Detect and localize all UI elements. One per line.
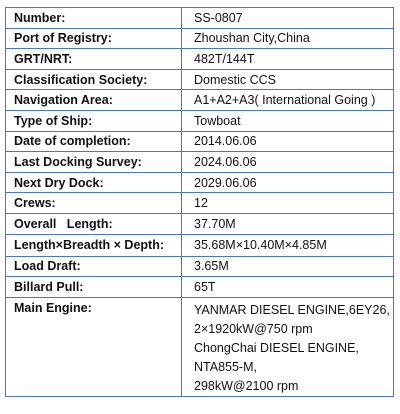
engine-line: ChongChai DIESEL ENGINE,	[194, 340, 359, 355]
spec-value: Zhoushan City,China	[194, 31, 310, 46]
spec-value: 37.70M	[194, 216, 236, 231]
spec-label: Classification Society:	[6, 70, 182, 90]
spec-label: Crews:	[6, 193, 182, 213]
spec-label: Port of Registry:	[6, 29, 182, 49]
spec-value: Domestic CCS	[194, 72, 276, 87]
spec-label: Number:	[6, 8, 182, 28]
spec-label: Type of Ship:	[6, 111, 182, 131]
spec-label: Next Dry Dock:	[6, 173, 182, 193]
spec-row-date-of-completion	[6, 132, 393, 153]
engine-line: 2×1920kW@750 rpm	[194, 321, 313, 336]
spec-value: SS-0807	[194, 10, 243, 25]
spec-label: Last Docking Survey:	[6, 152, 182, 172]
spec-value: 12	[194, 196, 208, 211]
spec-row-crews	[6, 193, 393, 214]
ship-spec-table	[5, 7, 394, 397]
spec-row-main-engine	[6, 298, 393, 396]
spec-label: Main Engine:	[6, 298, 182, 396]
spec-row-next-dry-dock	[6, 173, 393, 194]
spec-label: Navigation Area:	[6, 90, 182, 110]
spec-row-load-draft	[6, 257, 393, 278]
spec-value: 482T/144T	[194, 51, 255, 66]
spec-value: 2014.06.06	[194, 134, 257, 149]
spec-row-classification-society	[6, 70, 393, 91]
spec-row-navigation-area	[6, 90, 393, 111]
spec-value: A1+A2+A3( International Going )	[194, 93, 376, 108]
engine-line: 298kW@2100 rpm	[194, 378, 299, 393]
spec-label: Length×Breadth × Depth:	[6, 235, 182, 256]
spec-label: Overall Length:	[6, 214, 182, 234]
spec-row-grt-nrt	[6, 49, 393, 70]
spec-row-number	[6, 8, 393, 29]
spec-value: 35.68M×10.40M×4.85M	[194, 238, 327, 253]
engine-line: NTA855-M,	[194, 359, 257, 374]
spec-label: Billard Pull:	[6, 277, 182, 297]
spec-value: Towboat	[194, 113, 241, 128]
spec-value: 2029.06.06	[194, 175, 257, 190]
spec-value: 3.65M	[194, 259, 229, 274]
spec-label: Load Draft:	[6, 257, 182, 277]
spec-row-last-docking-survey	[6, 152, 393, 173]
main-engine-value	[182, 298, 393, 396]
spec-row-overall-length	[6, 214, 393, 235]
engine-line: YANMAR DIESEL ENGINE,6EY26,	[194, 302, 390, 317]
spec-value: 2024.06.06	[194, 154, 257, 169]
spec-row-type-of-ship	[6, 111, 393, 132]
spec-row-dimensions	[6, 235, 393, 257]
spec-value: 65T	[194, 279, 216, 294]
spec-label: Date of completion:	[6, 132, 182, 152]
spec-row-port-of-registry	[6, 29, 393, 50]
spec-label: GRT/NRT:	[6, 49, 182, 69]
spec-row-billard-pull	[6, 277, 393, 298]
